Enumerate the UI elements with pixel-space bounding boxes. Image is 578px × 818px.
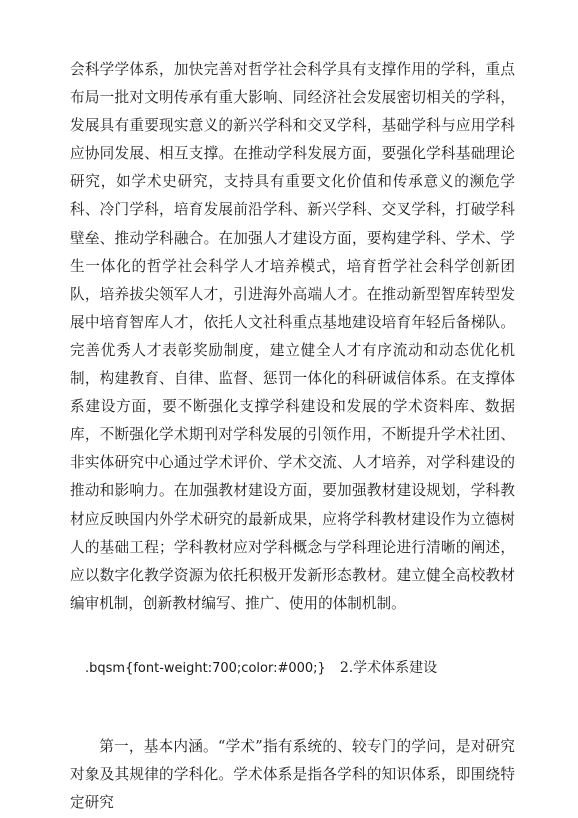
body-paragraph-2: 第一，基本内涵。“学术”指有系统的、较专门的学问，是对研究对象及其规律的学科化。学术体系是指各学科的知识体系，即围绕特定研究: [70, 737, 515, 812]
raw-css-text: .bqsm{font-weight:700;color:#000;}: [85, 660, 326, 676]
body-paragraph-1: 会科学学体系，加快完善对哲学社会科学具有支撑作用的学科，重点布局一批对文明传承有重大影响、同经济社会发展密切相关的学科，发展具有重要现实意义的新兴学科和交叉学科，基础学科与应用学科应协同发展、相互支撑。在推动学科发展方面，要强化学科基础理论研究，如学术史研究，支持具有重要文化价值和传承意义的濒危学科、冷门学科，培育发展前沿学科、新兴学科、交叉学科，打破学科壁垒、推动学科融合。在加强人才建设方面，要构建学科、学术、学生一体化的哲学社会科学人才培养模式，培育哲学社会科学创新团队，培养拔尖领军人才，引进海外高端人才。在推动新型智库转型发展中培育智库人才，依托人文社科重点基地建设培育年轻后备梯队。完善优秀人才表彰奖励制度，建立健全人才有序流动和动态优化机制，构建教育、自律、监督、惩罚一体化的科研诚信体系。在支撑体系建设方面，要不断强化支撑学科建设和发展的学术资料库、数据库，不断强化学术期刊对学科发展的引领作用，不断提升学术社团、非实体研究中心通过学术评价、学术交流、人才培养，对学科建设的推动和影响力。在加强教材建设方面，要加强教材建设规划，学科教材应反映国内外学术研究的最新成果，应将学科教材建设作为立德树人的基础工程；学科教材应对学科概念与学科理论进行清晰的阐述，应以数字化教学资源为依托积极开发新形态教材。建立健全高校教材编审机制，创新教材编写、推广、使用的体制机制。: [70, 61, 515, 612]
document-page: [70, 56, 515, 817]
section-heading: 2.学术体系建设: [339, 659, 438, 676]
section-heading-line: [85, 657, 515, 680]
